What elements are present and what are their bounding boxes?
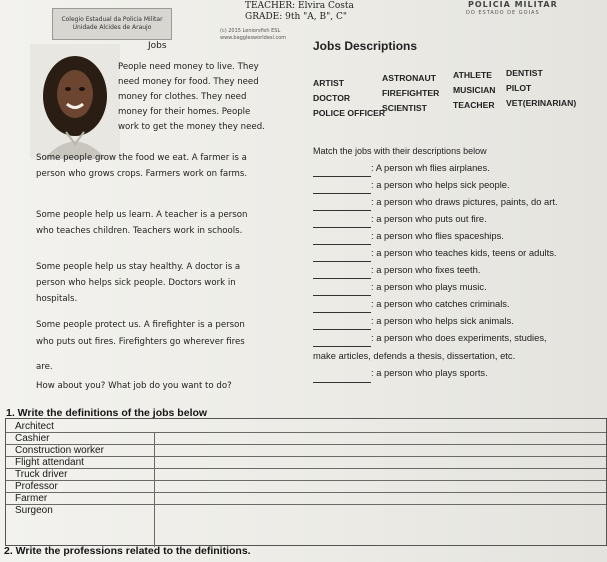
copyright-url: www.bagglesworldesl.com [220, 35, 287, 41]
definition-continuation: make articles, defends a thesis, dissertation, etc. [313, 350, 516, 361]
firefighter-paragraph-line: who puts out fires. Firefighters go wherever fires [36, 337, 245, 347]
answer-blank[interactable] [313, 373, 371, 383]
definition-line: : a person who plays sports. [371, 367, 488, 378]
definition-line: : A person wh flies airplanes. [371, 162, 490, 173]
intro-line: money for clothes. They need [118, 92, 247, 102]
table-column-divider [154, 433, 155, 547]
definition-line: : a person who flies spaceships. [371, 230, 504, 241]
job-label: Professor [15, 481, 58, 492]
teacher-name: TEACHER: Elvira Costa [245, 1, 354, 11]
definition-line: : a person who helps sick animals. [371, 315, 514, 326]
answer-blank[interactable] [313, 303, 371, 313]
definition-line: : a person who plays music. [371, 281, 487, 292]
word-bank-item: MUSICIAN [453, 85, 496, 95]
farmer-paragraph-line: Some people grow the food we eat. A farmer is a [36, 153, 247, 163]
intro-line: work to get the money they need. [118, 122, 265, 132]
definition-line: : a person who catches criminals. [371, 298, 510, 309]
farmer-paragraph-line: person who grows crops. Farmers work on farms. [36, 169, 248, 179]
firefighter-paragraph-line: are. [36, 362, 53, 372]
definition-line: : a person who teaches kids, teens or adults. [371, 247, 557, 258]
intro-line: money for their homes. People [118, 107, 251, 117]
job-label: Architect [15, 421, 54, 432]
intro-line: need money for food. They need [118, 77, 259, 87]
table-row[interactable] [6, 469, 606, 481]
jobs-descriptions-heading: Jobs Descriptions [313, 39, 418, 53]
copyright-line: (c) 2015 Leniorsfish ESL [220, 28, 281, 34]
word-bank-item: ASTRONAUT [382, 73, 436, 83]
job-label: Farmer [15, 493, 48, 504]
job-label: Flight attendant [15, 457, 84, 468]
police-logo-subtitle: DO ESTADO DE GOIAS [466, 10, 540, 16]
copyright-note [220, 28, 286, 42]
answer-blank[interactable] [313, 184, 371, 194]
word-bank-item: DOCTOR [313, 93, 351, 103]
doctor-paragraph-line: person who helps sick people. Doctors work in [36, 278, 236, 288]
grade-label: GRADE: 9th "A, B", C" [245, 12, 348, 22]
answer-blank[interactable] [313, 167, 371, 177]
table-row[interactable] [6, 433, 606, 445]
firefighter-paragraph-line: Some people protect us. A firefighter is a person [36, 320, 245, 330]
definition-line: : a person who does experiments, studies, [371, 332, 547, 343]
teacher-paragraph-line: who teaches children. Teachers work in schools. [36, 226, 243, 236]
woman-portrait-image [30, 44, 120, 159]
word-bank-item: ARTIST [313, 78, 345, 88]
table-row[interactable] [6, 505, 606, 517]
answer-blank[interactable] [313, 337, 371, 347]
answer-blank[interactable] [313, 218, 371, 228]
answer-blank[interactable] [313, 269, 371, 279]
exercise-1-title: 1. Write the definitions of the jobs below [6, 407, 208, 419]
word-bank-item: VET(ERINARIAN) [506, 98, 577, 108]
intro-line: People need money to live. They [118, 62, 259, 72]
doctor-paragraph-line: Some people help us stay healthy. A doctor is a [36, 262, 241, 272]
answer-blank[interactable] [313, 286, 371, 296]
job-label: Truck driver [15, 469, 68, 480]
table-row[interactable] [6, 421, 606, 433]
table-row[interactable] [6, 481, 606, 493]
job-label: Cashier [15, 433, 50, 444]
word-bank-item: FIREFIGHTER [382, 88, 440, 98]
answer-blank[interactable] [313, 235, 371, 245]
word-bank-item: PILOT [506, 83, 532, 93]
doctor-paragraph-line: hospitals. [36, 294, 78, 304]
job-label: Surgeon [15, 505, 53, 516]
teacher-paragraph-line: Some people help us learn. A teacher is a person [36, 210, 248, 220]
word-bank-item: ATHLETE [453, 70, 492, 80]
answer-blank[interactable] [313, 252, 371, 262]
word-bank-item: DENTIST [506, 68, 543, 78]
job-label: Construction worker [15, 445, 104, 456]
table-row[interactable] [6, 493, 606, 505]
jobs-heading: Jobs [148, 41, 167, 51]
exercise-2-title: 2. Write the professions related to the definitions. [4, 545, 251, 557]
word-bank-item: POLICE OFFICER [313, 108, 386, 118]
word-bank-item: SCIENTIST [382, 103, 427, 113]
definition-line: : a person who fixes teeth. [371, 264, 481, 275]
answer-blank[interactable] [313, 201, 371, 211]
woman-photo [30, 44, 120, 159]
match-instructions: Match the jobs with their descriptions below [313, 146, 487, 156]
definition-line: : a person who puts out fire. [371, 213, 487, 224]
school-logo [52, 8, 172, 40]
definitions-table [5, 418, 607, 546]
school-name: Colegio Estadual da Policia Militar [61, 16, 163, 23]
police-logo: POLICIA MILITAR [468, 0, 558, 9]
definition-line: : a person who draws pictures, paints, do art. [371, 196, 558, 207]
table-row[interactable] [6, 457, 606, 469]
answer-blank[interactable] [313, 320, 371, 330]
word-bank-item: TEACHER [453, 100, 495, 110]
table-row[interactable] [6, 445, 606, 457]
definition-line: : a person who helps sick people. [371, 179, 510, 190]
question-line: How about you? What job do you want to do? [36, 381, 232, 391]
school-unit: Unidade Alcides de Araujo [72, 24, 152, 31]
